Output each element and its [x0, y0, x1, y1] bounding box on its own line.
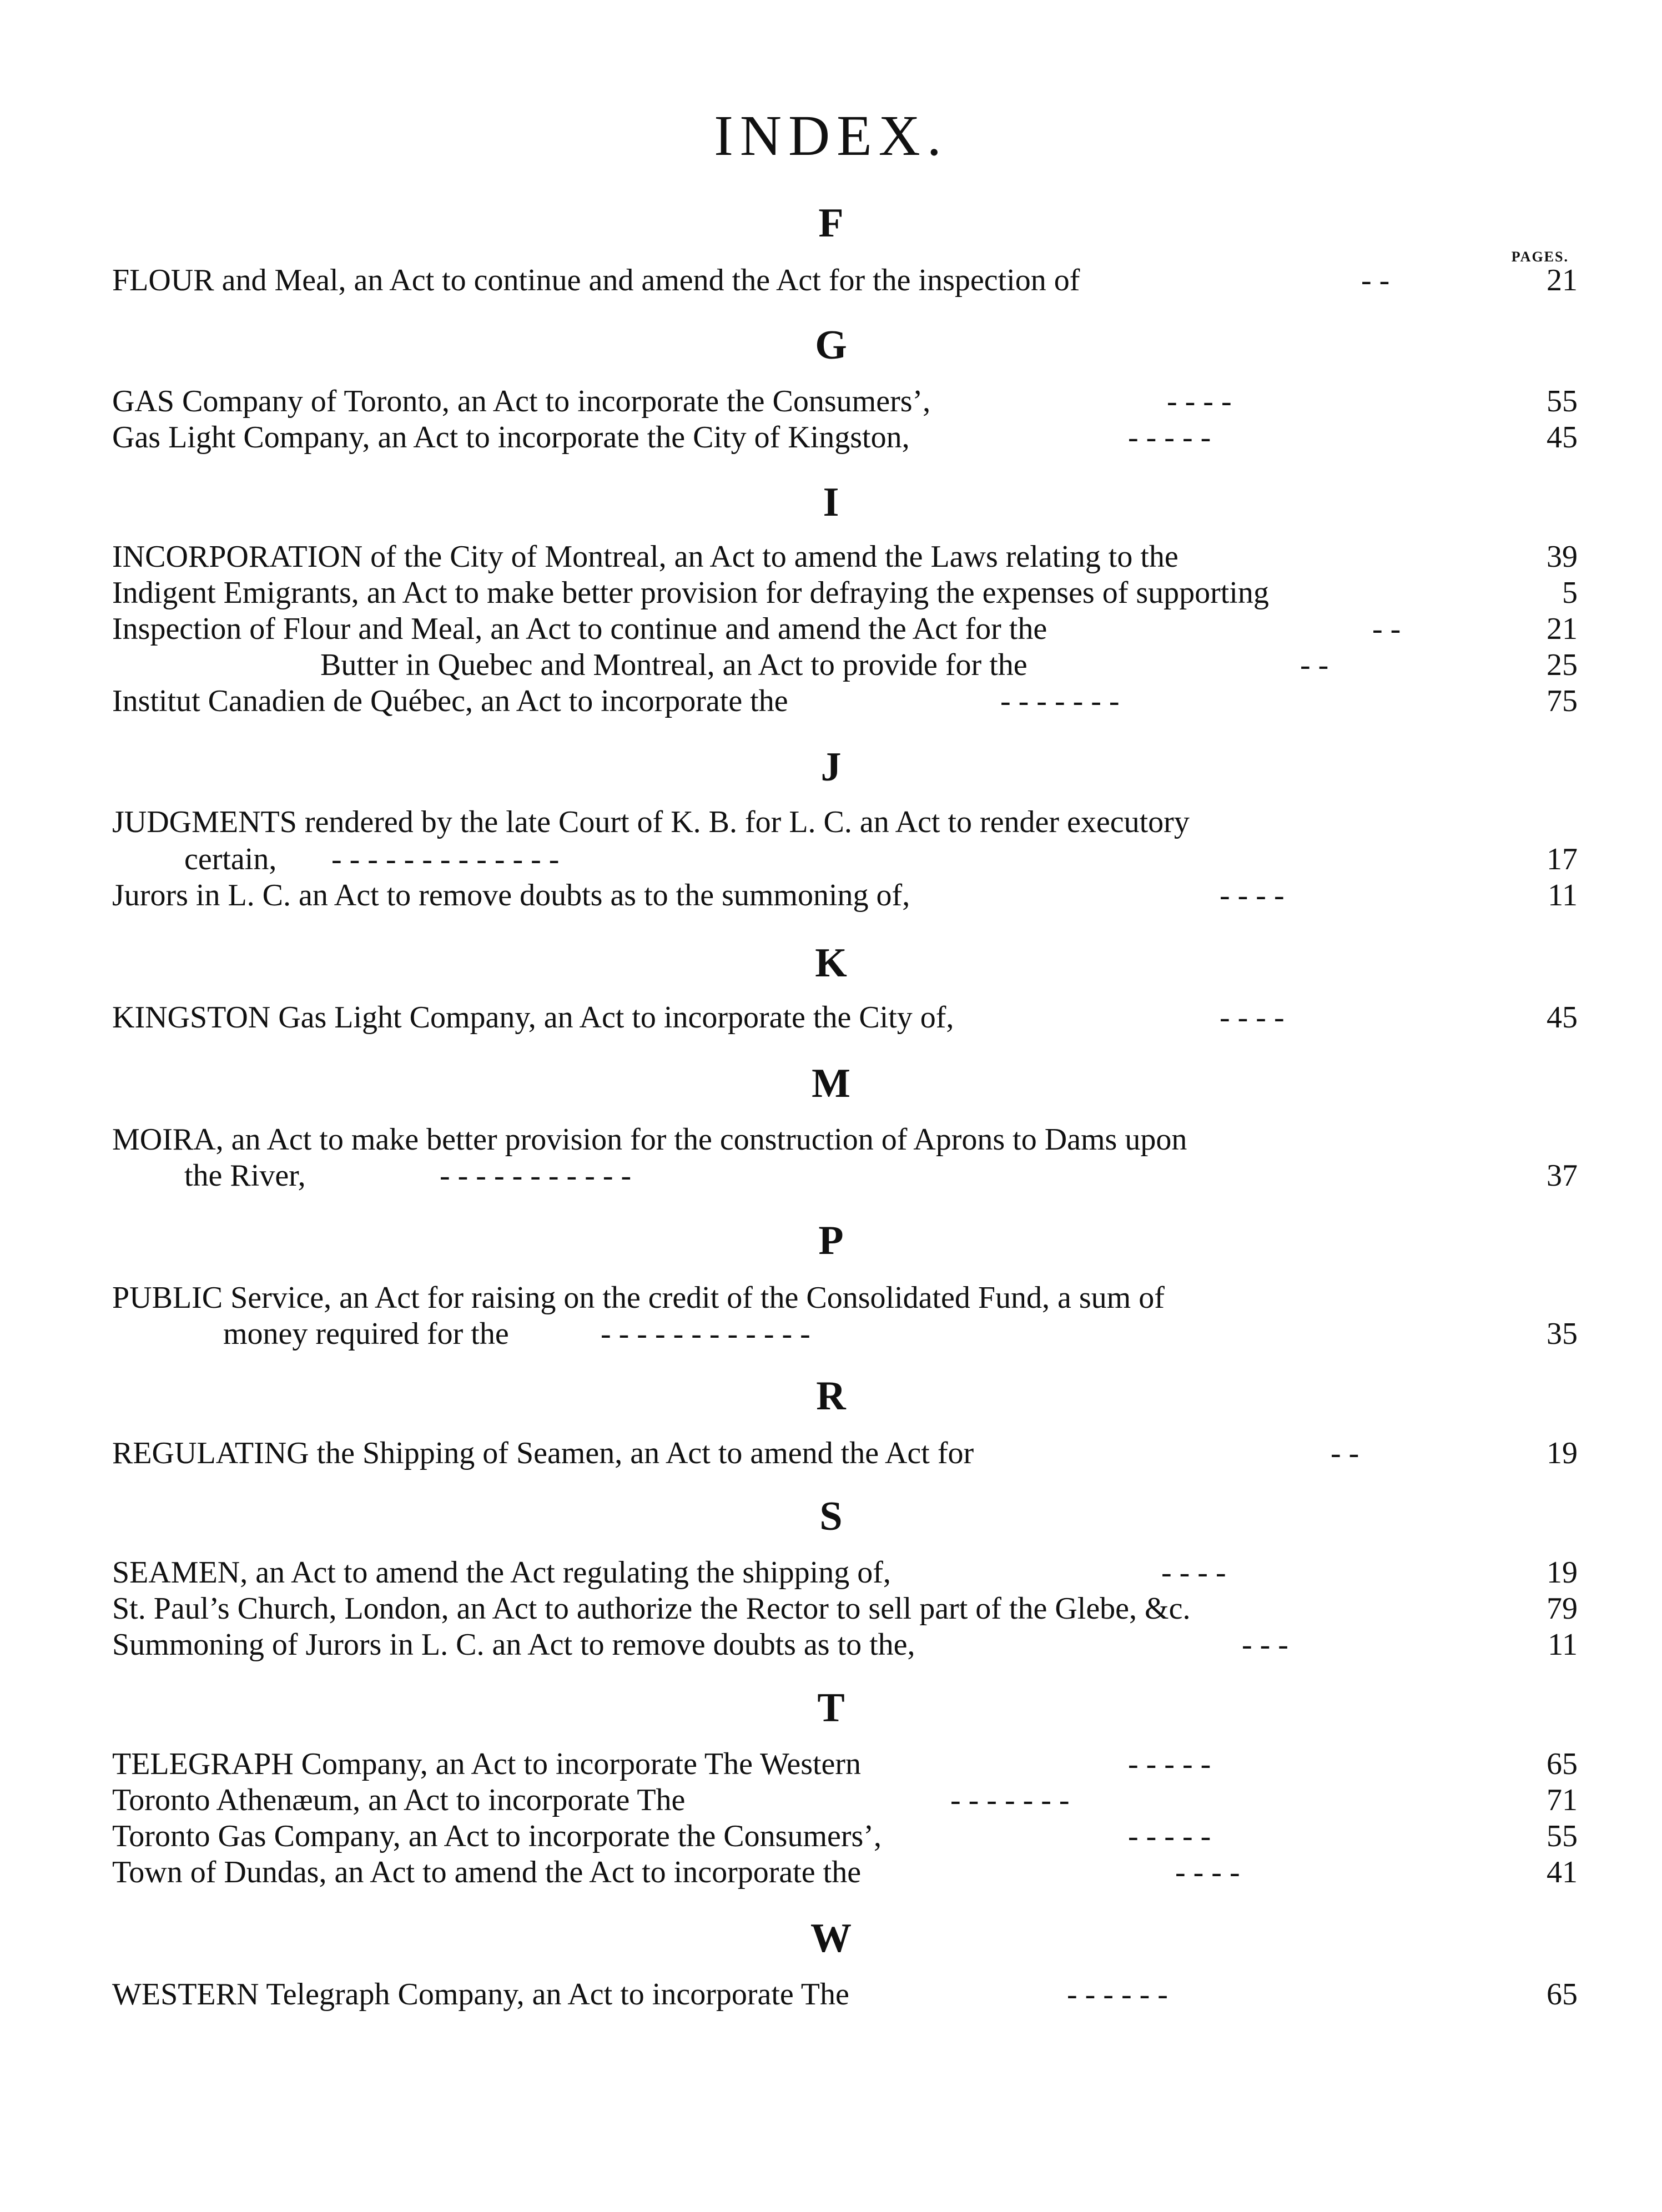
index-entry	[112, 647, 1578, 683]
section-letter-m: M	[812, 1061, 850, 1106]
leader-dashes: - - - -	[1161, 1555, 1226, 1590]
entry-text: money required for the	[223, 1317, 509, 1351]
entry-text: JUDGMENTS rendered by the late Court of K. B. for L. C. an Act to render executory	[112, 805, 1190, 839]
page-number: 5	[1562, 576, 1578, 610]
entry-text: Summoning of Jurors in L. C. an Act to remove doubts as to the,	[112, 1627, 915, 1662]
entry-text: Indigent Emigrants, an Act to make better provision for defraying the expenses of supporting	[112, 576, 1269, 610]
section-letter-p: P	[818, 1218, 844, 1263]
index-entry	[112, 1746, 1578, 1782]
index-entry	[112, 1121, 1578, 1158]
entry-text: Jurors in L. C. an Act to remove doubts as to the summoning of,	[112, 878, 910, 913]
leader-dashes: - -	[1300, 648, 1329, 682]
section-letter-w: W	[810, 1916, 852, 1961]
page-number: 11	[1548, 1627, 1578, 1662]
index-entry	[112, 877, 1578, 914]
leader-dashes: - -	[1361, 263, 1390, 298]
page-number: 65	[1547, 1747, 1578, 1781]
leader-dashes: - - - - - - -	[1000, 684, 1120, 718]
index-entry	[112, 1435, 1578, 1472]
page-number: 45	[1547, 1000, 1578, 1035]
page-number: 41	[1547, 1855, 1578, 1889]
leader-dashes: - - - - - -	[1067, 1977, 1168, 2012]
entry-text: Toronto Gas Company, an Act to incorporate the Consumers’,	[112, 1819, 882, 1853]
page-number: 19	[1547, 1555, 1578, 1590]
index-entry	[112, 1316, 1578, 1352]
entry-text: SEAMEN, an Act to amend the Act regulating the shipping of,	[112, 1555, 891, 1590]
entry-text: REGULATING the Shipping of Seamen, an Act to amend the Act for	[112, 1436, 974, 1470]
entry-text: the River,	[184, 1158, 306, 1193]
leader-dashes: - - - - -	[1128, 1819, 1211, 1853]
index-entry	[112, 383, 1578, 420]
index-entry	[112, 841, 1578, 878]
section-letter-i: I	[823, 480, 839, 525]
leader-dashes: - - - -	[1167, 384, 1232, 419]
index-entry	[112, 1976, 1578, 2013]
page-title: INDEX.	[714, 104, 948, 168]
entry-text: INCORPORATION of the City of Montreal, an Act to amend the Laws relating to the	[112, 540, 1178, 574]
index-entry	[112, 1782, 1578, 1818]
page-number: 25	[1547, 648, 1578, 682]
leader-dashes: - -	[1331, 1436, 1359, 1470]
entry-text: PUBLIC Service, an Act for raising on the credit of the Consolidated Fund, a sum of	[112, 1281, 1165, 1315]
entry-text: MOIRA, an Act to make better provision for the construction of Aprons to Dams upon	[112, 1122, 1187, 1157]
entry-text: certain,	[184, 842, 277, 876]
entry-text: Gas Light Company, an Act to incorporate the City of Kingston,	[112, 420, 910, 455]
entry-text: KINGSTON Gas Light Company, an Act to incorporate the City of,	[112, 1000, 954, 1035]
entry-text: Inspection of Flour and Meal, an Act to continue and amend the Act for the	[112, 612, 1047, 646]
leader-dashes: - - - - - - - - - - - - -	[331, 842, 560, 876]
index-entry	[112, 611, 1578, 647]
page-number: 55	[1547, 1819, 1578, 1853]
section-letter-r: R	[816, 1373, 846, 1419]
entry-text: FLOUR and Meal, an Act to continue and amend the Act for the inspection of	[112, 263, 1080, 298]
leader-dashes: - - - - - - - - - - - -	[601, 1317, 810, 1351]
index-entry	[112, 575, 1578, 611]
leader-dashes: - - - - -	[1128, 1747, 1211, 1781]
page-number: 71	[1547, 1783, 1578, 1817]
page-number: 11	[1548, 878, 1578, 913]
entry-text: TELEGRAPH Company, an Act to incorporate The Western	[112, 1747, 862, 1781]
entry-text: GAS Company of Toronto, an Act to incorporate the Consumers’,	[112, 384, 931, 419]
page-number: 21	[1547, 612, 1578, 646]
index-entry	[112, 1554, 1578, 1591]
section-letter-j: J	[820, 744, 842, 790]
section-letter-s: S	[819, 1494, 843, 1539]
index-entry	[112, 999, 1578, 1036]
index-entry	[112, 1818, 1578, 1855]
page-number: 37	[1547, 1158, 1578, 1193]
page-number: 19	[1547, 1436, 1578, 1470]
leader-dashes: - -	[1372, 612, 1401, 646]
section-letter-t: T	[817, 1685, 845, 1731]
entry-text: St. Paul’s Church, London, an Act to authorize the Rector to sell part of the Glebe, &c.	[112, 1591, 1191, 1626]
index-entry	[112, 1626, 1578, 1663]
leader-dashes: - - - - - - - - - - -	[440, 1158, 632, 1193]
page-number: 35	[1547, 1317, 1578, 1351]
leader-dashes: - - -	[1242, 1627, 1288, 1662]
leader-dashes: - - - - -	[1128, 420, 1211, 455]
page-number: 39	[1547, 540, 1578, 574]
leader-dashes: - - - -	[1175, 1855, 1240, 1889]
index-entry	[112, 804, 1578, 840]
index-entry	[112, 1157, 1578, 1194]
section-letter-f: F	[818, 200, 844, 246]
index-entry	[112, 262, 1578, 299]
page-number: 17	[1547, 842, 1578, 876]
entry-text: Butter in Quebec and Montreal, an Act to provide for the	[320, 648, 1028, 682]
index-entry	[112, 683, 1578, 719]
index-entry	[112, 1279, 1578, 1316]
section-letter-g: G	[815, 323, 847, 368]
page-number: 55	[1547, 384, 1578, 419]
page-number: 65	[1547, 1977, 1578, 2012]
leader-dashes: - - - - - - -	[950, 1783, 1070, 1817]
entry-text: Toronto Athenæum, an Act to incorporate The	[112, 1783, 686, 1817]
entry-text: Town of Dundas, an Act to amend the Act to incorporate the	[112, 1855, 862, 1889]
leader-dashes: - - - -	[1220, 1000, 1285, 1035]
entry-text: WESTERN Telegraph Company, an Act to incorporate The	[112, 1977, 849, 2012]
page-number: 79	[1547, 1591, 1578, 1626]
index-entry	[112, 1854, 1578, 1891]
index-entry	[112, 538, 1578, 575]
page-number: 75	[1547, 684, 1578, 718]
index-entry	[112, 419, 1578, 456]
leader-dashes: - - - -	[1220, 878, 1285, 913]
pages-column-heading: PAGES.	[1511, 249, 1569, 265]
page-number: 21	[1547, 263, 1578, 298]
page-number: 45	[1547, 420, 1578, 455]
index-entry	[112, 1590, 1578, 1627]
section-letter-k: K	[815, 940, 847, 986]
entry-text: Institut Canadien de Québec, an Act to incorporate the	[112, 684, 788, 718]
